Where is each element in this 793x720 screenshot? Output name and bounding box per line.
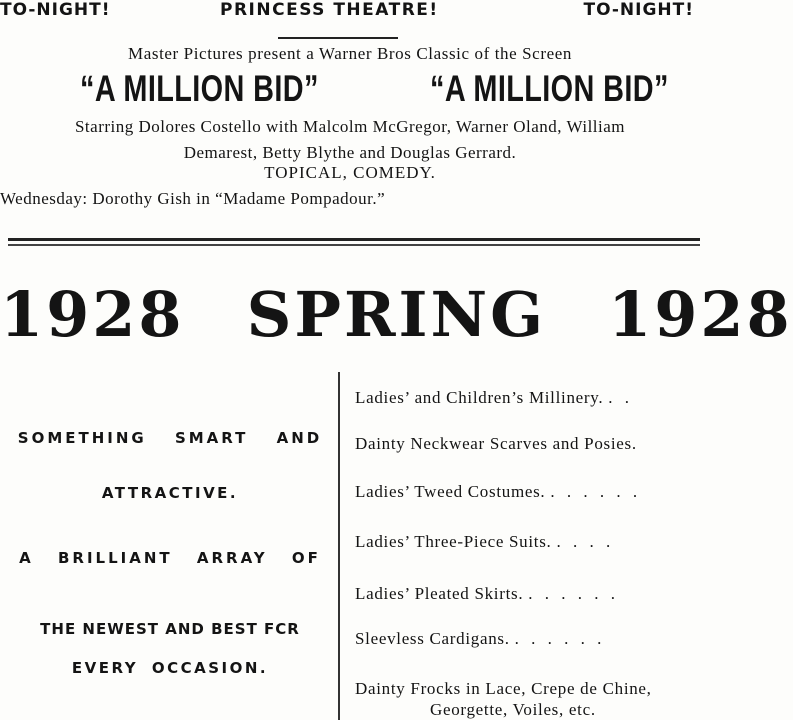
list-item [355, 629, 605, 649]
list-item [355, 584, 619, 604]
coming-next-line: Wednesday: Dorothy Gish in “Madame Pompadour.” [0, 189, 386, 208]
tonight-left-heading: TO-NIGHT! [0, 0, 111, 20]
item-leader-dots: . . . . [556, 532, 615, 551]
list-item [355, 388, 633, 408]
item-text: Ladies’ Three-Piece Suits. [355, 532, 552, 551]
presents-line: Master Pictures present a Warner Bros Classic of the Screen [128, 44, 572, 63]
theatre-name-heading: PRINCESS THEATRE! [220, 0, 439, 20]
section-divider-top [8, 238, 700, 241]
tonight-right-heading: TO-NIGHT! [583, 0, 694, 20]
item-text: Ladies’ Tweed Costumes. [355, 482, 546, 501]
headline-year-left: 1928 [0, 278, 185, 351]
list-item [355, 532, 614, 552]
item-text: Dainty Frocks in Lace, Crepe de Chine, [355, 679, 652, 698]
section-divider-bottom [8, 244, 700, 246]
item-leader-dots: . . . . . . [514, 629, 606, 648]
item-leader-dots: . . . . . . [550, 482, 642, 501]
film-title-right: “A MILLION BID” [430, 68, 669, 109]
list-item [355, 434, 637, 454]
promo-line-3: A BRILLIANT ARRAY OF [19, 549, 321, 567]
header-rule [278, 37, 398, 39]
cast-line-2: Demarest, Betty Blythe and Douglas Gerrard. [183, 143, 517, 162]
headline-year-right: 1928 [608, 278, 793, 351]
spring-headline [0, 278, 793, 351]
item-text: Sleevless Cardigans. [355, 629, 510, 648]
item-text: Ladies’ and Children’s Millinery. [355, 388, 604, 407]
item-text: Dainty Neckwear Scarves and Posies. [355, 434, 637, 453]
supporting-programme: TOPICAL, COMEDY. [264, 163, 436, 182]
item-leader-dots: . . [608, 388, 634, 407]
promo-line-2: ATTRACTIVE. [101, 484, 239, 502]
cast-line-1: Starring Dolores Costello with Malcolm McGregor, Warner Oland, William [74, 117, 626, 136]
promo-line-4: THE NEWEST AND BEST FCR [40, 620, 300, 638]
list-item-continuation: Georgette, Voiles, etc. [430, 700, 596, 719]
item-text: Ladies’ Pleated Skirts. [355, 584, 524, 603]
item-leader-dots: . . . . . . [528, 584, 619, 603]
promo-line-5: EVERY OCCASION. [71, 659, 269, 677]
headline-season: SPRING [246, 278, 547, 351]
list-item [355, 482, 641, 502]
promo-line-1: SOMETHING SMART AND [17, 429, 323, 447]
list-item [355, 679, 652, 699]
film-title-left: “A MILLION BID” [80, 68, 319, 109]
column-divider [338, 372, 340, 720]
